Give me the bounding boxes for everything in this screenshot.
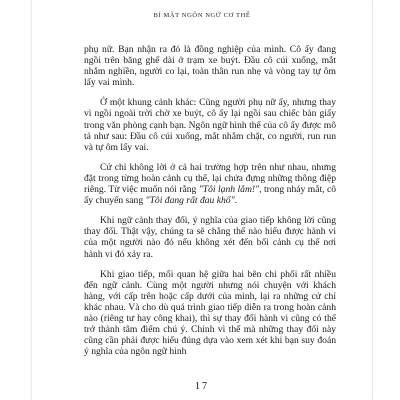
running-head: BÍ MẬT NGÔN NGỮ CƠ THỂ [153, 12, 251, 19]
page-number: 17 [195, 381, 209, 392]
text-run: . [234, 195, 238, 207]
text-run: Cứ chỉ không lời ở cả hai trường hợp trên như nhau, nhưng đặt trong từng hoàn cảnh cụ thể, lại chứa đựng những thông điệp riêng. Từ việc muốn nói rằng [84, 161, 336, 196]
body-text [84, 44, 336, 357]
paragraph [84, 97, 336, 152]
text-run: Khi giao tiếp, mối quan hệ giữa hai bên chi phối rất nhiều đến ngữ cảnh. Cùng một người nhưng nói chuyện với khách hàng, với cấp trên hoặc cấp dưới của mình, lại ra những cử chỉ khác nhau. Và cho dù quá trình giao tiếp diễn ra trong hoàn cảnh nào (riêng tư hay công khai), thì sự thay đổi hành vi cũng có thể trở thành tâm điểm chú ý. Chính vì thế mà những thay đổi này cũng cần phải được hiểu đúng dựa vào xem xét khi bạn suy đoán ý nghĩa của ngôn ngữ hình [84, 268, 336, 358]
text-run: Ở một khung cảnh khác: Cũng người phụ nữ ấy, nhưng thay vì ngồi ngoài trời chờ xe buýt, cô ấy lại ngồi sau chiếc bàn giấy trong văn phòng cạnh bạn. Ngôn ngữ hình thể của cô ấy được mô tả như sau: Đầu cô cúi xuống, mắt nhắm chặt, co người, run run và tự ôm lấy vai. [84, 97, 336, 153]
text-run: , trong nháy mắt, cô ấy chuyển sang [84, 184, 337, 207]
paragraph [84, 162, 336, 206]
italic-quote: "Tôi đang rất đau khổ" [145, 195, 235, 207]
paragraph [84, 44, 336, 88]
paragraph [84, 269, 336, 358]
italic-quote: "Tôi lạnh lắm!" [198, 184, 260, 196]
paragraph [84, 215, 336, 259]
text-run: Khi ngữ cảnh thay đổi, ý nghĩa của giao tiếp không lời cũng thay đổi. Thật vậy, chúng ta sẽ chẳng thể nào hiểu được hành vi của một người nào đó nếu không xét đến bối cảnh cụ thể nơi hành vi đó xảy ra. [84, 215, 336, 260]
text-run: phụ nữ. Bạn nhận ra đó là đồng nghiệp của mình. Cô ấy đang ngồi trên băng ghế dài ở trạm xe buýt. Đầu cô cúi xuống, mắt nhắm nghiền, người co lại, toàn thân run nhẹ và vòng tay tự ôm lấy vai mình. [84, 44, 336, 89]
book-page [32, 0, 372, 400]
